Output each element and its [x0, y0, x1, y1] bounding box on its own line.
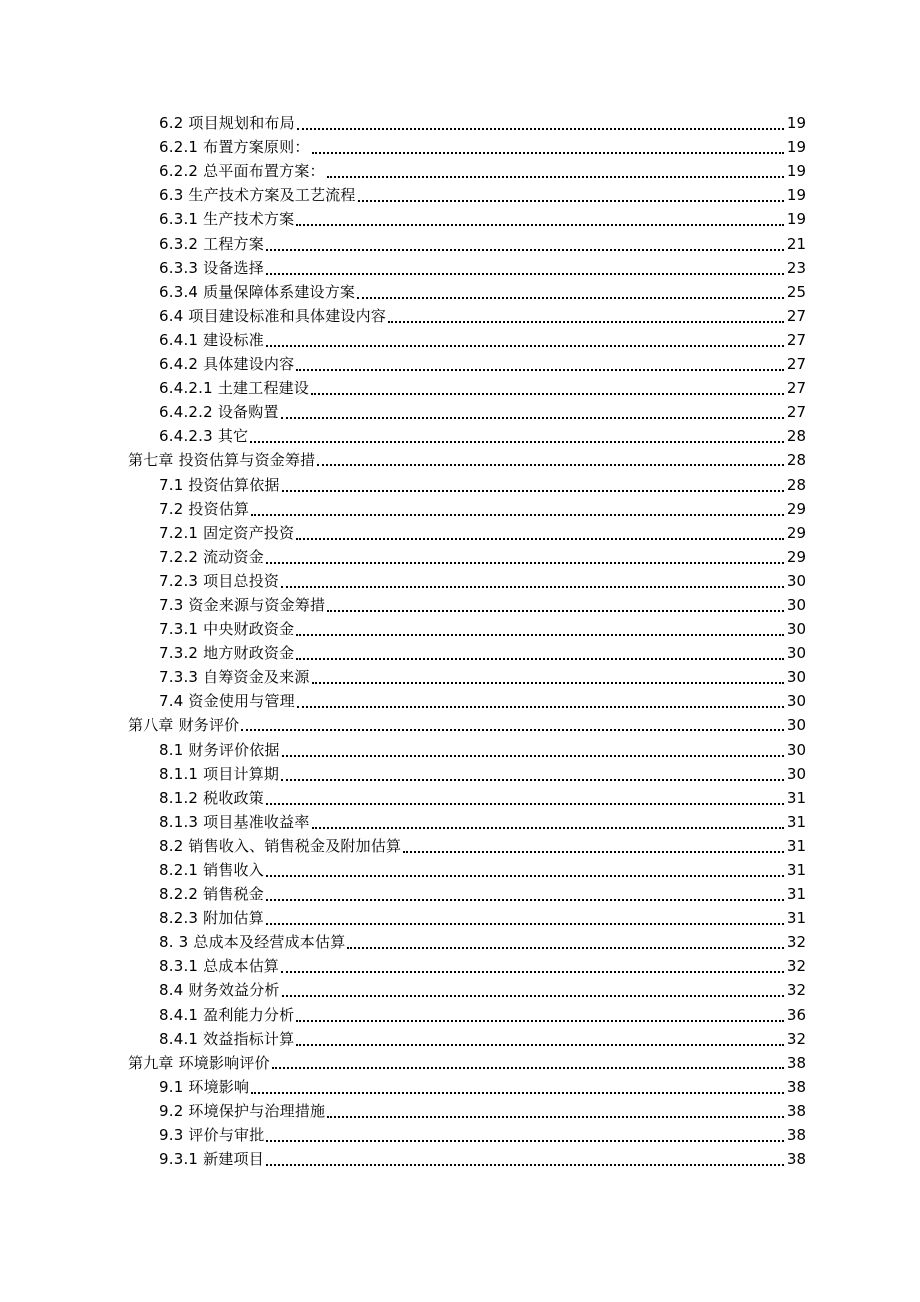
- toc-dot-leader: [296, 646, 784, 660]
- toc-page-number: 38: [786, 1077, 806, 1096]
- toc-page-number: 32: [786, 981, 806, 1000]
- toc-section-entry[interactable]: [128, 231, 806, 255]
- toc-dot-leader: [281, 405, 784, 419]
- toc-section-entry[interactable]: [128, 135, 806, 159]
- toc-page-number: 31: [786, 861, 806, 879]
- toc-page-number: 32: [786, 957, 806, 976]
- toc-dot-leader: [297, 694, 784, 708]
- toc-page-number: 30: [786, 716, 806, 735]
- toc-section-entry[interactable]: [128, 1147, 806, 1171]
- toc-entry-title: 7.2 投资估算: [159, 499, 250, 518]
- toc-dot-leader: [251, 502, 784, 516]
- toc-chapter-entry[interactable]: [128, 448, 806, 472]
- toc-entry-title: 6.3.4 质量保障体系建设方案: [159, 282, 356, 301]
- toc-entry-title: 6.3 生产技术方案及工艺流程: [159, 186, 356, 205]
- toc-dot-leader: [282, 743, 784, 757]
- toc-section-entry[interactable]: [128, 858, 806, 882]
- toc-section-entry[interactable]: [128, 545, 806, 569]
- toc-page-number: 19: [786, 162, 806, 181]
- toc-dot-leader: [297, 116, 784, 130]
- toc-section-entry[interactable]: [128, 1002, 806, 1026]
- toc-dot-leader: [358, 188, 784, 202]
- toc-page-number: 38: [786, 1053, 806, 1072]
- toc-entry-title: 8.4.1 盈利能力分析: [159, 1005, 295, 1024]
- toc-dot-leader: [311, 381, 784, 395]
- toc-page-number: 25: [786, 282, 806, 301]
- toc-section-entry[interactable]: [128, 1099, 806, 1123]
- toc-dot-leader: [403, 839, 784, 853]
- toc-dot-leader: [250, 429, 784, 443]
- toc-entry-title: 6.4.2.3 其它: [159, 427, 249, 446]
- toc-page-number: 38: [786, 1101, 806, 1120]
- toc-entry-title: 6.3.2 工程方案: [159, 234, 264, 253]
- toc-entry-title: 6.4.1 建设标准: [159, 330, 264, 349]
- toc-section-entry[interactable]: [128, 906, 806, 930]
- toc-entry-title: 8. 3 总成本及经营成本估算: [159, 933, 346, 952]
- toc-dot-leader: [296, 212, 784, 226]
- toc-page-number: 30: [786, 740, 806, 759]
- toc-page-number: 21: [786, 234, 806, 253]
- toc-section-entry[interactable]: [128, 352, 806, 376]
- toc-section-entry[interactable]: [128, 737, 806, 761]
- toc-section-entry[interactable]: [128, 617, 806, 641]
- toc-dot-leader: [296, 526, 784, 540]
- toc-entry-title: 9.3 评价与审批: [159, 1126, 265, 1145]
- toc-section-entry[interactable]: [128, 472, 806, 496]
- toc-entry-title: 8.4 财务效益分析: [159, 981, 280, 1000]
- toc-entry-title: 8.2.1 销售收入: [159, 861, 264, 879]
- toc-page-number: 19: [786, 210, 806, 229]
- toc-entry-title: 8.2 销售收入、销售税金及附加估算: [159, 836, 402, 855]
- toc-section-entry[interactable]: [128, 280, 806, 304]
- toc-entry-title: 8.1.3 项目基准收益率: [159, 812, 310, 831]
- table-of-contents: [128, 111, 806, 1171]
- toc-section-entry[interactable]: [128, 111, 806, 135]
- toc-entry-title: 6.4.2.2 设备购置: [159, 403, 279, 422]
- toc-entry-title: 9.3.1 新建项目: [159, 1150, 264, 1169]
- toc-dot-leader: [282, 478, 784, 492]
- toc-section-entry[interactable]: [128, 762, 806, 786]
- toc-dot-leader: [327, 1104, 784, 1118]
- toc-section-entry[interactable]: [128, 183, 806, 207]
- toc-section-entry[interactable]: [128, 400, 806, 424]
- toc-dot-leader: [272, 1055, 784, 1069]
- toc-dot-leader: [312, 140, 784, 154]
- toc-section-entry[interactable]: [128, 1123, 806, 1147]
- toc-dot-leader: [296, 357, 784, 371]
- toc-page-number: 31: [786, 909, 806, 928]
- toc-entry-title: 7.1 投资估算依据: [159, 475, 280, 494]
- toc-dot-leader: [296, 622, 784, 636]
- toc-section-entry[interactable]: [128, 159, 806, 183]
- toc-page-number: 29: [786, 523, 806, 542]
- toc-entry-title: 8.1 财务评价依据: [159, 740, 280, 759]
- toc-entry-title: 8.1.2 税收政策: [159, 788, 264, 807]
- toc-entry-title: 6.4 项目建设标准和具体建设内容: [159, 306, 387, 325]
- toc-page-number: 30: [786, 571, 806, 590]
- toc-page-number: 31: [786, 885, 806, 904]
- toc-dot-leader: [281, 574, 784, 588]
- toc-dot-leader: [266, 791, 784, 805]
- toc-entry-title: 6.3.1 生产技术方案: [159, 210, 295, 229]
- toc-dot-leader: [266, 887, 784, 901]
- toc-dot-leader: [281, 959, 784, 973]
- toc-entry-title: 8.2.2 销售税金: [159, 885, 264, 904]
- toc-entry-title: 第八章 财务评价: [128, 716, 240, 735]
- toc-entry-title: 7.2.3 项目总投资: [159, 571, 280, 590]
- toc-entry-title: 8.3.1 总成本估算: [159, 957, 280, 976]
- toc-dot-leader: [282, 983, 784, 997]
- toc-dot-leader: [241, 717, 784, 731]
- toc-entry-title: 第七章 投资估算与资金筹措: [128, 451, 316, 470]
- toc-page-number: 32: [786, 933, 806, 952]
- toc-entry-title: 7.3.2 地方财政资金: [159, 644, 295, 663]
- toc-entry-title: 8.4.1 效益指标计算: [159, 1029, 295, 1048]
- toc-page-number: 27: [786, 403, 806, 422]
- toc-dot-leader: [296, 1008, 784, 1022]
- toc-section-entry[interactable]: [128, 328, 806, 352]
- toc-entry-title: 6.2.2 总平面布置方案：: [159, 162, 325, 181]
- toc-page-number: 30: [786, 620, 806, 639]
- toc-page-number: 28: [786, 475, 806, 494]
- toc-entry-title: 7.2.2 流动资金: [159, 547, 264, 566]
- toc-entry-title: 6.2.1 布置方案原则：: [159, 138, 310, 157]
- toc-page-number: 27: [786, 330, 806, 349]
- toc-entry-title: 7.3.1 中央财政资金: [159, 620, 295, 639]
- toc-page-number: 23: [786, 258, 806, 277]
- toc-page-number: 27: [786, 355, 806, 374]
- toc-section-entry[interactable]: [128, 641, 806, 665]
- toc-section-entry[interactable]: [128, 882, 806, 906]
- toc-entry-title: 9.2 环境保护与治理措施: [159, 1101, 326, 1120]
- toc-page-number: 27: [786, 379, 806, 398]
- toc-page-number: 32: [786, 1029, 806, 1048]
- toc-section-entry[interactable]: [128, 1027, 806, 1051]
- toc-section-entry[interactable]: [128, 497, 806, 521]
- toc-entry-title: 7.2.1 固定资产投资: [159, 523, 295, 542]
- toc-section-entry[interactable]: [128, 1075, 806, 1099]
- toc-entry-title: 7.4 资金使用与管理: [159, 692, 295, 711]
- toc-entry-title: 6.3.3 设备选择: [159, 258, 264, 277]
- toc-dot-leader: [266, 1152, 784, 1166]
- toc-section-entry[interactable]: [128, 424, 806, 448]
- toc-page-number: 28: [786, 427, 806, 446]
- toc-dot-leader: [357, 285, 784, 299]
- toc-section-entry[interactable]: [128, 786, 806, 810]
- toc-page-number: 29: [786, 499, 806, 518]
- toc-entry-title: 8.1.1 项目计算期: [159, 764, 280, 783]
- toc-page-number: 38: [786, 1126, 806, 1145]
- toc-dot-leader: [281, 767, 784, 781]
- toc-page-number: 31: [786, 836, 806, 855]
- toc-page-number: 30: [786, 644, 806, 663]
- toc-dot-leader: [312, 815, 784, 829]
- toc-page-number: 30: [786, 692, 806, 711]
- toc-section-entry[interactable]: [128, 207, 806, 231]
- toc-section-entry[interactable]: [128, 978, 806, 1002]
- toc-dot-leader: [251, 1080, 784, 1094]
- toc-entry-title: 6.4.2 具体建设内容: [159, 355, 295, 374]
- toc-dot-leader: [388, 309, 784, 323]
- toc-page-number: 30: [786, 595, 806, 614]
- toc-section-entry[interactable]: [128, 376, 806, 400]
- toc-chapter-entry[interactable]: [128, 1051, 806, 1075]
- toc-dot-leader: [347, 935, 784, 949]
- toc-entry-title: 7.3.3 自筹资金及来源: [159, 668, 310, 687]
- toc-page-number: 19: [786, 138, 806, 157]
- toc-section-entry[interactable]: [128, 256, 806, 280]
- toc-section-entry[interactable]: [128, 521, 806, 545]
- toc-page-number: 30: [786, 764, 806, 783]
- toc-dot-leader: [266, 863, 784, 877]
- toc-dot-leader: [266, 237, 784, 251]
- toc-page-number: 28: [786, 451, 806, 470]
- toc-dot-leader: [327, 598, 784, 612]
- toc-page-number: 19: [786, 114, 806, 133]
- toc-section-entry[interactable]: [128, 954, 806, 978]
- toc-section-entry[interactable]: [128, 834, 806, 858]
- toc-page-number: 29: [786, 547, 806, 566]
- toc-page-number: 30: [786, 668, 806, 687]
- toc-dot-leader: [327, 164, 784, 178]
- toc-entry-title: 7.3 资金来源与资金筹措: [159, 595, 326, 614]
- toc-section-entry[interactable]: [128, 304, 806, 328]
- toc-dot-leader: [317, 452, 784, 466]
- toc-dot-leader: [266, 550, 784, 564]
- toc-section-entry[interactable]: [128, 665, 806, 689]
- toc-page-number: 19: [786, 186, 806, 205]
- toc-section-entry[interactable]: [128, 810, 806, 834]
- toc-page-number: 31: [786, 788, 806, 807]
- toc-entry-title: 6.4.2.1 土建工程建设: [159, 379, 310, 398]
- toc-dot-leader: [266, 1128, 784, 1142]
- toc-page-number: 31: [786, 812, 806, 831]
- toc-page-number: 27: [786, 306, 806, 325]
- toc-entry-title: 8.2.3 附加估算: [159, 909, 264, 928]
- toc-dot-leader: [266, 261, 784, 275]
- toc-entry-title: 9.1 环境影响: [159, 1077, 250, 1096]
- toc-section-entry[interactable]: [128, 593, 806, 617]
- toc-dot-leader: [312, 670, 784, 684]
- toc-dot-leader: [266, 333, 784, 347]
- toc-page-number: 36: [786, 1005, 806, 1024]
- toc-page-number: 38: [786, 1150, 806, 1169]
- toc-entry-title: 6.2 项目规划和布局: [159, 114, 295, 133]
- toc-section-entry[interactable]: [128, 689, 806, 713]
- toc-dot-leader: [266, 911, 784, 925]
- toc-section-entry[interactable]: [128, 569, 806, 593]
- toc-chapter-entry[interactable]: [128, 713, 806, 737]
- toc-section-entry[interactable]: [128, 930, 806, 954]
- toc-dot-leader: [296, 1032, 784, 1046]
- toc-entry-title: 第九章 环境影响评价: [128, 1053, 270, 1072]
